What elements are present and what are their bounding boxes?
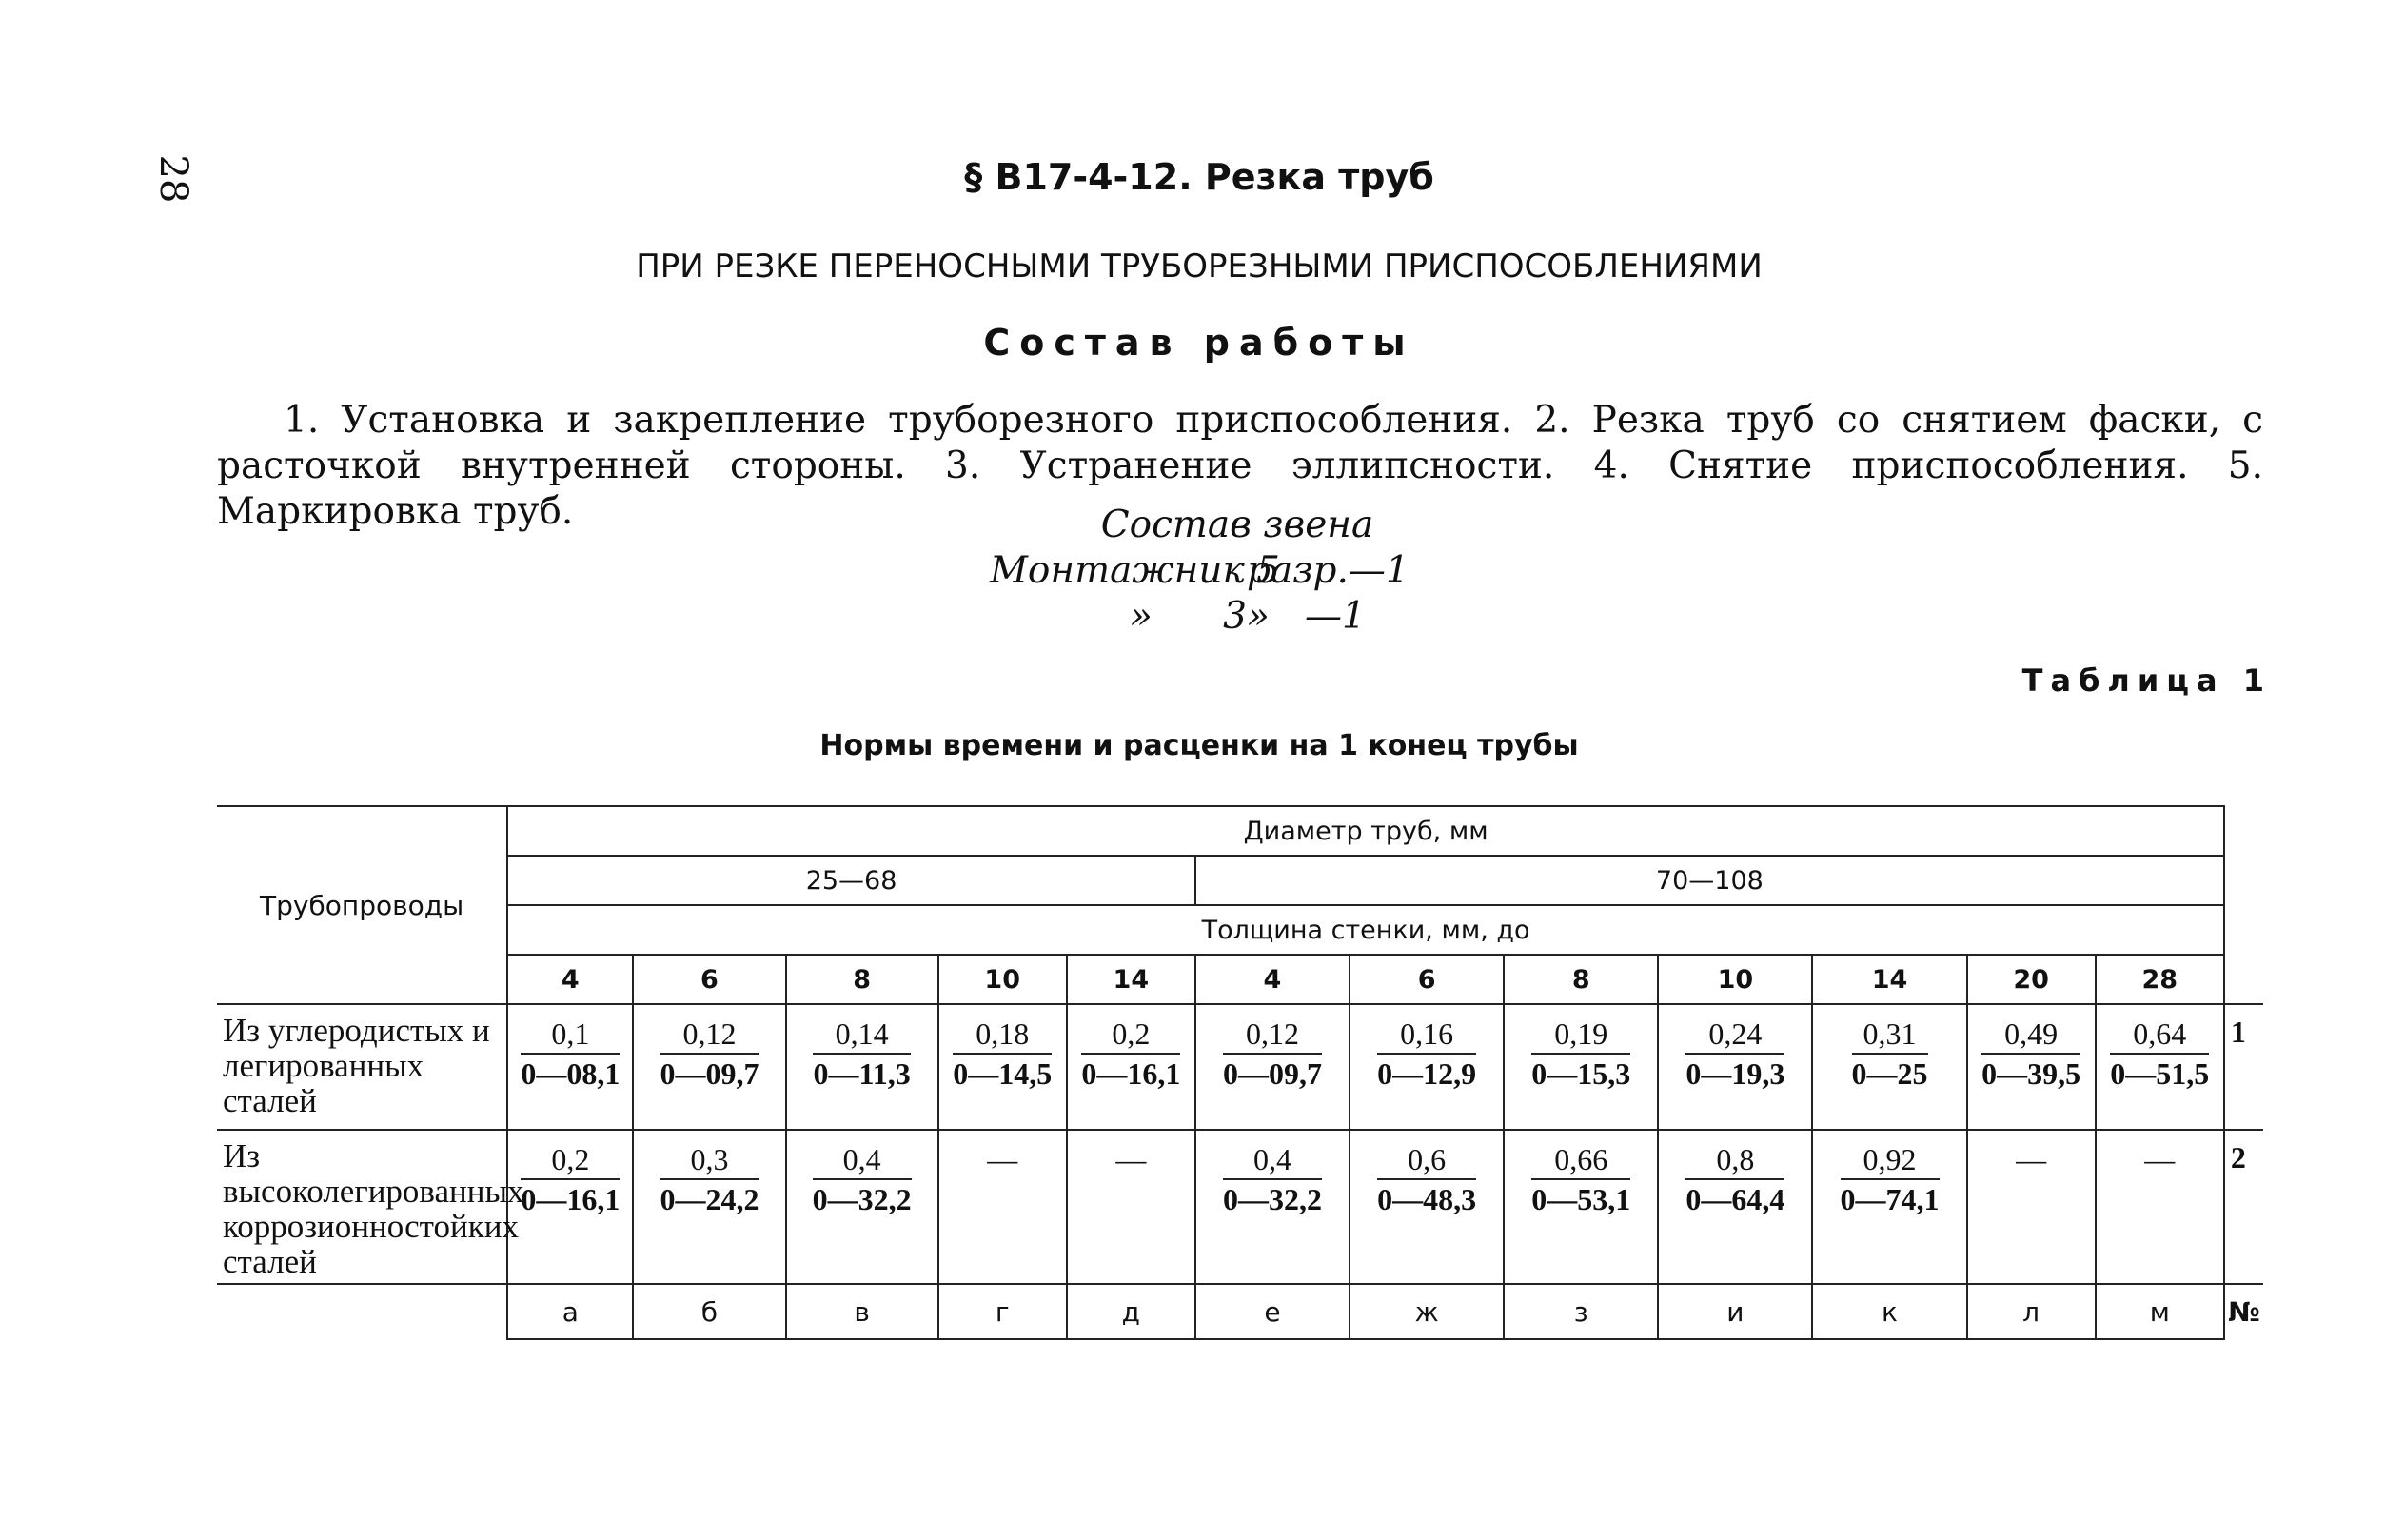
crew-row bbox=[990, 548, 1485, 594]
price: 0—12,9 bbox=[1377, 1056, 1477, 1091]
norm-cell bbox=[507, 1004, 633, 1130]
norm-cell bbox=[2096, 1004, 2224, 1130]
price: 0—09,7 bbox=[660, 1056, 759, 1091]
crew-composition bbox=[990, 503, 1485, 640]
column-letter: к bbox=[1812, 1284, 1966, 1339]
price: 0—11,3 bbox=[813, 1056, 911, 1091]
norm-cell bbox=[938, 1004, 1067, 1130]
price: 0—08,1 bbox=[521, 1056, 621, 1091]
time-price-fraction bbox=[1531, 1140, 1630, 1218]
thickness-value: 6 bbox=[633, 955, 785, 1004]
empty-value: — bbox=[2144, 1142, 2176, 1176]
norm-cell bbox=[1067, 1130, 1195, 1284]
time-norm: 0,66 bbox=[1531, 1140, 1630, 1180]
column-letter: м bbox=[2096, 1284, 2224, 1339]
time-price-fraction bbox=[1377, 1015, 1476, 1093]
row-label: Из углеродистых и легированных сталей bbox=[217, 1004, 507, 1130]
table-row bbox=[217, 1130, 2263, 1284]
time-price-fraction bbox=[521, 1140, 620, 1218]
empty-value: — bbox=[987, 1142, 1018, 1176]
time-norm: 0,31 bbox=[1852, 1015, 1928, 1055]
crew-grade: » —1 bbox=[1247, 595, 1366, 638]
time-price-fraction bbox=[2110, 1015, 2209, 1093]
time-norm: 0,24 bbox=[1685, 1015, 1784, 1055]
price: 0—19,3 bbox=[1685, 1056, 1785, 1091]
time-norm: 0,4 bbox=[813, 1140, 912, 1180]
column-letter: з bbox=[1504, 1284, 1658, 1339]
norm-cell bbox=[633, 1004, 785, 1130]
column-letter: е bbox=[1195, 1284, 1350, 1339]
thickness-value: 28 bbox=[2096, 955, 2224, 1004]
price: 0—14,5 bbox=[953, 1056, 1053, 1091]
norm-cell bbox=[1195, 1130, 1350, 1284]
section-title: § В17-4-12. Резка труб bbox=[964, 156, 1434, 198]
time-norm: 0,3 bbox=[660, 1140, 759, 1180]
norm-cell bbox=[507, 1130, 633, 1284]
norm-cell bbox=[1967, 1004, 2096, 1130]
norm-cell bbox=[1504, 1130, 1658, 1284]
row-number: 2 bbox=[2224, 1130, 2263, 1284]
page-number: 28 bbox=[151, 154, 195, 204]
time-price-fraction bbox=[1223, 1140, 1322, 1218]
time-norm: 0,16 bbox=[1377, 1015, 1476, 1055]
column-letter: а bbox=[507, 1284, 633, 1339]
time-norm: 0,2 bbox=[1081, 1015, 1180, 1055]
time-norm: 0,2 bbox=[521, 1140, 620, 1180]
thickness-value: 4 bbox=[1195, 955, 1350, 1004]
norm-cell bbox=[1658, 1130, 1812, 1284]
norm-cell bbox=[2096, 1130, 2224, 1284]
crew-grade: разр.—1 bbox=[1247, 549, 1409, 592]
diameter-group: 70—108 bbox=[1195, 856, 2224, 905]
time-price-fraction bbox=[521, 1015, 620, 1093]
price: 0—24,2 bbox=[660, 1182, 759, 1216]
thickness-header: Толщина стенки, мм, до bbox=[507, 905, 2224, 955]
work-composition-text: 1. Установка и закрепление труборезного приспособления. 2. Резка труб со снятием фаски, с расточкой внутренней стороны. 3. Устранение эллипсности. 4. Снятие приспособления. 5. Маркировка труб. bbox=[217, 399, 2263, 533]
norm-cell bbox=[1067, 1004, 1195, 1130]
thickness-value: 8 bbox=[786, 955, 938, 1004]
price: 0—09,7 bbox=[1222, 1056, 1322, 1091]
column-letters-row bbox=[217, 1284, 2263, 1339]
thickness-value: 14 bbox=[1067, 955, 1195, 1004]
empty-value: — bbox=[2016, 1142, 2047, 1176]
norm-cell bbox=[1350, 1130, 1504, 1284]
table-label: Таблица 1 bbox=[2021, 662, 2272, 699]
thickness-value: 8 bbox=[1504, 955, 1658, 1004]
price: 0—16,1 bbox=[1081, 1056, 1181, 1091]
time-norm: 0,19 bbox=[1531, 1015, 1630, 1055]
price: 0—25 bbox=[1851, 1056, 1928, 1091]
table-row bbox=[217, 1004, 2263, 1130]
price: 0—39,5 bbox=[1981, 1056, 2081, 1091]
row-header: Трубопроводы bbox=[217, 806, 507, 1004]
norm-cell bbox=[1967, 1130, 2096, 1284]
column-letter: г bbox=[938, 1284, 1067, 1339]
row-number: 1 bbox=[2224, 1004, 2263, 1130]
price: 0—16,1 bbox=[521, 1182, 621, 1216]
time-norm: 0,64 bbox=[2110, 1015, 2209, 1055]
row-label: Из высоколегированных коррозионностойких сталей bbox=[217, 1130, 507, 1284]
column-letter: л bbox=[1967, 1284, 2096, 1339]
price: 0—15,3 bbox=[1531, 1056, 1631, 1091]
time-price-fraction bbox=[1531, 1015, 1630, 1093]
norm-cell bbox=[1812, 1004, 1966, 1130]
time-price-fraction bbox=[1223, 1015, 1322, 1093]
time-price-fraction bbox=[813, 1015, 910, 1093]
thickness-value: 20 bbox=[1967, 955, 2096, 1004]
column-letter: в bbox=[786, 1284, 938, 1339]
thickness-value: 10 bbox=[1658, 955, 1812, 1004]
price: 0—53,1 bbox=[1531, 1182, 1631, 1216]
price: 0—51,5 bbox=[2110, 1056, 2210, 1091]
norm-cell bbox=[1350, 1004, 1504, 1130]
time-norm: 0,6 bbox=[1377, 1140, 1476, 1180]
price: 0—32,2 bbox=[1222, 1182, 1322, 1216]
column-letter: б bbox=[633, 1284, 785, 1339]
column-letter: д bbox=[1067, 1284, 1195, 1339]
norm-cell bbox=[633, 1130, 785, 1284]
time-price-fraction bbox=[1841, 1140, 1940, 1218]
crew-role: » 3 bbox=[1129, 595, 1247, 638]
time-price-fraction bbox=[660, 1140, 759, 1218]
empty-value: — bbox=[1115, 1142, 1147, 1176]
norm-cell bbox=[786, 1004, 938, 1130]
thickness-value: 10 bbox=[938, 955, 1067, 1004]
time-price-fraction bbox=[1377, 1140, 1476, 1218]
thickness-value: 4 bbox=[507, 955, 633, 1004]
price: 0—32,2 bbox=[812, 1182, 912, 1216]
time-norm: 0,14 bbox=[813, 1015, 910, 1055]
time-norm: 0,49 bbox=[1981, 1015, 2080, 1055]
time-norm: 0,1 bbox=[521, 1015, 620, 1055]
time-price-fraction bbox=[1685, 1015, 1784, 1093]
time-norm: 0,8 bbox=[1685, 1140, 1784, 1180]
time-price-fraction bbox=[1852, 1015, 1928, 1093]
crew-role: Монтажник 5 bbox=[990, 549, 1280, 592]
section-subheading: ПРИ РЕЗКЕ ПЕРЕНОСНЫМИ ТРУБОРЕЗНЫМИ ПРИСПОСОБЛЕНИЯМИ bbox=[636, 247, 1763, 286]
diameter-group: 25—68 bbox=[507, 856, 1195, 905]
price: 0—64,4 bbox=[1685, 1182, 1785, 1216]
table-caption: Нормы времени и расценки на 1 конец трубы bbox=[819, 729, 1579, 762]
norm-cell bbox=[786, 1130, 938, 1284]
time-norm: 0,12 bbox=[660, 1015, 759, 1055]
time-price-fraction bbox=[1685, 1140, 1784, 1218]
time-price-fraction bbox=[660, 1015, 759, 1093]
time-norm: 0,18 bbox=[953, 1015, 1052, 1055]
norm-cell bbox=[1504, 1004, 1658, 1130]
column-letter: ж bbox=[1350, 1284, 1504, 1339]
time-price-fraction bbox=[813, 1140, 912, 1218]
norm-cell bbox=[938, 1130, 1067, 1284]
crew-title: Состав звена bbox=[1100, 503, 1374, 546]
price: 0—48,3 bbox=[1377, 1182, 1477, 1216]
time-norm: 0,12 bbox=[1223, 1015, 1322, 1055]
work-composition-heading: Состав работы bbox=[983, 322, 1415, 364]
column-letter: и bbox=[1658, 1284, 1812, 1339]
time-norm: 0,4 bbox=[1223, 1140, 1322, 1180]
time-price-fraction bbox=[1081, 1015, 1180, 1093]
thickness-value: 6 bbox=[1350, 955, 1504, 1004]
time-norm: 0,92 bbox=[1841, 1140, 1940, 1180]
norms-table bbox=[217, 805, 2263, 1340]
crew-row bbox=[990, 594, 1485, 640]
number-sign: № bbox=[2224, 1284, 2263, 1339]
price: 0—74,1 bbox=[1840, 1182, 1940, 1216]
diameter-header: Диаметр труб, мм bbox=[507, 806, 2224, 856]
thickness-value: 14 bbox=[1812, 955, 1966, 1004]
norm-cell bbox=[1195, 1004, 1350, 1130]
time-price-fraction bbox=[953, 1015, 1052, 1093]
norm-cell bbox=[1658, 1004, 1812, 1130]
norm-cell bbox=[1812, 1130, 1966, 1284]
time-price-fraction bbox=[1981, 1015, 2080, 1093]
